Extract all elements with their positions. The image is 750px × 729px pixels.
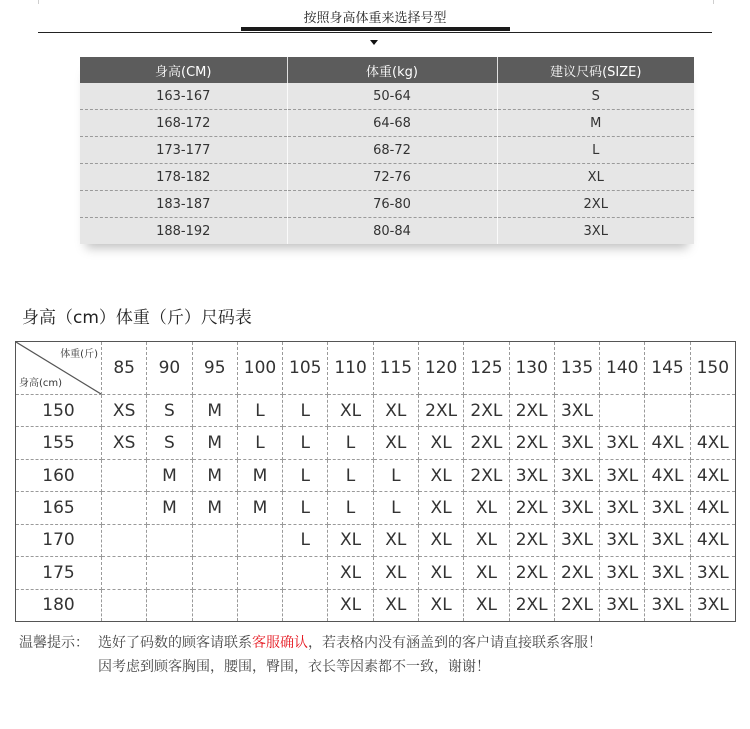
table1-cell-height: 173-177 <box>80 137 287 164</box>
notes-highlight: 客服确认 <box>252 635 308 651</box>
table2-size-cell: XL <box>328 524 373 556</box>
table2-weight-header: 145 <box>645 342 690 395</box>
notes-text-b: ，若表格内没有涵盖到的客户请直接联系客服！ <box>308 635 602 651</box>
table2-size-cell: XL <box>373 589 418 621</box>
table2-corner-cell <box>16 342 102 395</box>
table2-header-row <box>16 342 736 395</box>
table2-weight-header: 95 <box>192 342 237 395</box>
table2-size-cell: XL <box>373 524 418 556</box>
table2-size-cell: 3XL <box>600 459 645 491</box>
table2-size-cell <box>645 395 690 427</box>
heading-underline-bar <box>241 27 510 31</box>
table2-size-cell: L <box>328 492 373 524</box>
table2-weight-header: 130 <box>509 342 554 395</box>
table1-row <box>80 164 694 191</box>
down-arrow-icon <box>370 40 378 45</box>
table2-row <box>16 557 736 589</box>
table2-weight-header: 150 <box>690 342 735 395</box>
table2-size-cell <box>192 589 237 621</box>
table1-row <box>80 218 694 245</box>
table2-size-cell: 2XL <box>509 589 554 621</box>
table2-height-cell: 175 <box>16 557 102 589</box>
table2-height-cell: 150 <box>16 395 102 427</box>
table2-weight-header: 115 <box>373 342 418 395</box>
table2-size-cell: 2XL <box>464 459 509 491</box>
table2-size-cell: 3XL <box>600 427 645 459</box>
table1-row <box>80 110 694 137</box>
table2-size-cell <box>147 524 192 556</box>
table2-size-cell: 3XL <box>554 492 599 524</box>
table2-size-cell: M <box>147 459 192 491</box>
table1-cell-weight: 80-84 <box>287 218 497 245</box>
table2-size-cell: M <box>192 427 237 459</box>
table2-weight-header: 120 <box>418 342 463 395</box>
table2-size-cell: XS <box>102 395 147 427</box>
table1-header-row <box>80 57 694 83</box>
table2-size-cell: M <box>147 492 192 524</box>
table2-size-cell: 3XL <box>645 492 690 524</box>
table2-size-cell <box>102 492 147 524</box>
table1-cell-height: 188-192 <box>80 218 287 245</box>
table2-size-cell: 3XL <box>690 589 735 621</box>
table2-size-cell: 4XL <box>690 459 735 491</box>
table2-height-cell: 160 <box>16 459 102 491</box>
table1-cell-size: M <box>497 110 694 137</box>
table1-row <box>80 191 694 218</box>
table1-cell-weight: 64-68 <box>287 110 497 137</box>
table2-size-cell: 3XL <box>554 459 599 491</box>
table2-size-cell: L <box>283 524 328 556</box>
table2-size-cell: 3XL <box>690 557 735 589</box>
table2-size-cell: 3XL <box>554 395 599 427</box>
table2-size-cell: XL <box>373 557 418 589</box>
table2-size-cell: XL <box>328 557 373 589</box>
notes-text-a: 选好了码数的顾客请联系 <box>98 635 252 651</box>
table2-size-cell: L <box>237 427 282 459</box>
table2-size-cell <box>237 524 282 556</box>
table1-row <box>80 137 694 164</box>
table1-cell-weight: 72-76 <box>287 164 497 191</box>
table2-row <box>16 395 736 427</box>
table1-cell-height: 183-187 <box>80 191 287 218</box>
table1-cell-size: 3XL <box>497 218 694 245</box>
table2-size-cell: S <box>147 427 192 459</box>
table2-size-cell: M <box>192 459 237 491</box>
table1-header-height: 身高(CM) <box>80 57 287 83</box>
table2-size-cell: XL <box>464 557 509 589</box>
top-frame <box>38 0 714 4</box>
table2-size-cell: 2XL <box>554 557 599 589</box>
table2-size-cell: XS <box>102 427 147 459</box>
table1-row <box>80 83 694 110</box>
section-title: 身高（cm）体重（斤）尺码表 <box>22 308 252 328</box>
table1-cell-weight: 76-80 <box>287 191 497 218</box>
notes <box>19 631 602 679</box>
table2-size-cell: L <box>283 427 328 459</box>
table1-header-weight: 体重(kg) <box>287 57 497 83</box>
table2-size-cell: XL <box>328 589 373 621</box>
heading-divider <box>38 32 712 33</box>
table2-size-cell: 3XL <box>645 557 690 589</box>
table2-size-cell <box>192 557 237 589</box>
table2-size-cell: 4XL <box>645 459 690 491</box>
table2-height-cell: 155 <box>16 427 102 459</box>
table2-weight-header: 105 <box>283 342 328 395</box>
table2-size-cell: L <box>237 395 282 427</box>
table2-size-cell: XL <box>464 589 509 621</box>
table2-size-cell <box>237 557 282 589</box>
table2-size-cell: M <box>237 459 282 491</box>
table2-weight-header: 135 <box>554 342 599 395</box>
table2-row <box>16 427 736 459</box>
table1-cell-size: S <box>497 83 694 110</box>
corner-height-label: 身高(cm) <box>19 378 63 389</box>
table1-cell-size: L <box>497 137 694 164</box>
table2-size-cell: 4XL <box>690 524 735 556</box>
table2-size-cell: M <box>192 395 237 427</box>
table2-size-cell: 2XL <box>509 427 554 459</box>
table2-size-cell: 2XL <box>509 395 554 427</box>
heading-title: 按照身高体重来选择号型 <box>303 11 447 26</box>
size-guide-table-kg <box>80 57 694 244</box>
table2-size-cell: 3XL <box>600 492 645 524</box>
table2-size-cell: 2XL <box>509 492 554 524</box>
table2-size-cell <box>102 459 147 491</box>
table2-weight-header: 140 <box>600 342 645 395</box>
table2-size-cell: L <box>283 492 328 524</box>
table2-weight-header: 90 <box>147 342 192 395</box>
notes-line-1 <box>19 631 602 655</box>
table2-size-cell: 3XL <box>600 557 645 589</box>
table2-size-cell: XL <box>464 492 509 524</box>
table2-size-cell <box>237 589 282 621</box>
table2-size-cell: M <box>192 492 237 524</box>
table2-size-cell: 2XL <box>464 395 509 427</box>
table2-size-cell: 2XL <box>554 589 599 621</box>
table2-size-cell: 4XL <box>690 427 735 459</box>
table2-size-cell: L <box>283 459 328 491</box>
table2-size-cell: L <box>328 459 373 491</box>
table1-cell-size: 2XL <box>497 191 694 218</box>
table2-weight-header: 100 <box>237 342 282 395</box>
table2-size-cell: 3XL <box>600 589 645 621</box>
table2-size-cell: XL <box>418 427 463 459</box>
table2-row <box>16 589 736 621</box>
table1-cell-height: 163-167 <box>80 83 287 110</box>
table2-weight-header: 125 <box>464 342 509 395</box>
table2-size-cell <box>283 557 328 589</box>
corner-weight-label: 体重(斤) <box>60 349 98 360</box>
table2-size-cell: 3XL <box>554 427 599 459</box>
table1-cell-height: 168-172 <box>80 110 287 137</box>
table2-height-cell: 180 <box>16 589 102 621</box>
table1-header-size: 建议尺码(SIZE) <box>497 57 694 83</box>
table2-size-cell: 2XL <box>509 524 554 556</box>
table2-size-cell: 3XL <box>645 524 690 556</box>
table2-size-cell: L <box>373 459 418 491</box>
table2-size-cell: 2XL <box>464 427 509 459</box>
table2-height-cell: 170 <box>16 524 102 556</box>
table2-size-cell <box>102 557 147 589</box>
table2-size-cell <box>600 395 645 427</box>
table1-cell-weight: 50-64 <box>287 83 497 110</box>
table2-size-cell: XL <box>418 524 463 556</box>
table2-size-cell: 3XL <box>509 459 554 491</box>
table2-size-cell: XL <box>328 395 373 427</box>
notes-prefix: 温馨提示： <box>19 635 89 651</box>
table2-size-cell: 3XL <box>645 589 690 621</box>
table2-weight-header: 85 <box>102 342 147 395</box>
table2-row <box>16 492 736 524</box>
table2-size-cell: L <box>328 427 373 459</box>
table1-body <box>80 83 694 244</box>
table2-size-cell: XL <box>373 427 418 459</box>
table2-row <box>16 459 736 491</box>
table2-size-cell: XL <box>418 589 463 621</box>
size-chart-table-jin <box>15 341 736 622</box>
table2-body <box>16 342 736 622</box>
table2-size-cell <box>147 589 192 621</box>
table2-size-cell: 3XL <box>600 524 645 556</box>
table2-weight-header: 110 <box>328 342 373 395</box>
table2-size-cell <box>690 395 735 427</box>
table2-size-cell: 2XL <box>418 395 463 427</box>
table2-row <box>16 524 736 556</box>
table1-cell-weight: 68-72 <box>287 137 497 164</box>
table2-size-cell <box>192 524 237 556</box>
table2-size-cell: XL <box>418 557 463 589</box>
table2-size-cell: XL <box>373 395 418 427</box>
table2-size-cell <box>102 589 147 621</box>
table2-size-cell <box>283 589 328 621</box>
notes-line-2: 因考虑到顾客胸围，腰围，臀围，衣长等因素都不一致，谢谢！ <box>98 659 490 675</box>
table2-size-cell: 2XL <box>509 557 554 589</box>
table1-cell-height: 178-182 <box>80 164 287 191</box>
table2-size-cell: L <box>283 395 328 427</box>
table2-size-cell: 4XL <box>690 492 735 524</box>
table2-height-cell: 165 <box>16 492 102 524</box>
table2-size-cell: M <box>237 492 282 524</box>
table2-size-cell <box>147 557 192 589</box>
table2-size-cell: L <box>373 492 418 524</box>
table2-size-cell: XL <box>418 459 463 491</box>
table2-size-cell: XL <box>418 492 463 524</box>
table2-size-cell <box>102 524 147 556</box>
table1-cell-size: XL <box>497 164 694 191</box>
table2-size-cell: 4XL <box>645 427 690 459</box>
table2-size-cell: XL <box>464 524 509 556</box>
table2-size-cell: S <box>147 395 192 427</box>
table2-size-cell: 3XL <box>554 524 599 556</box>
